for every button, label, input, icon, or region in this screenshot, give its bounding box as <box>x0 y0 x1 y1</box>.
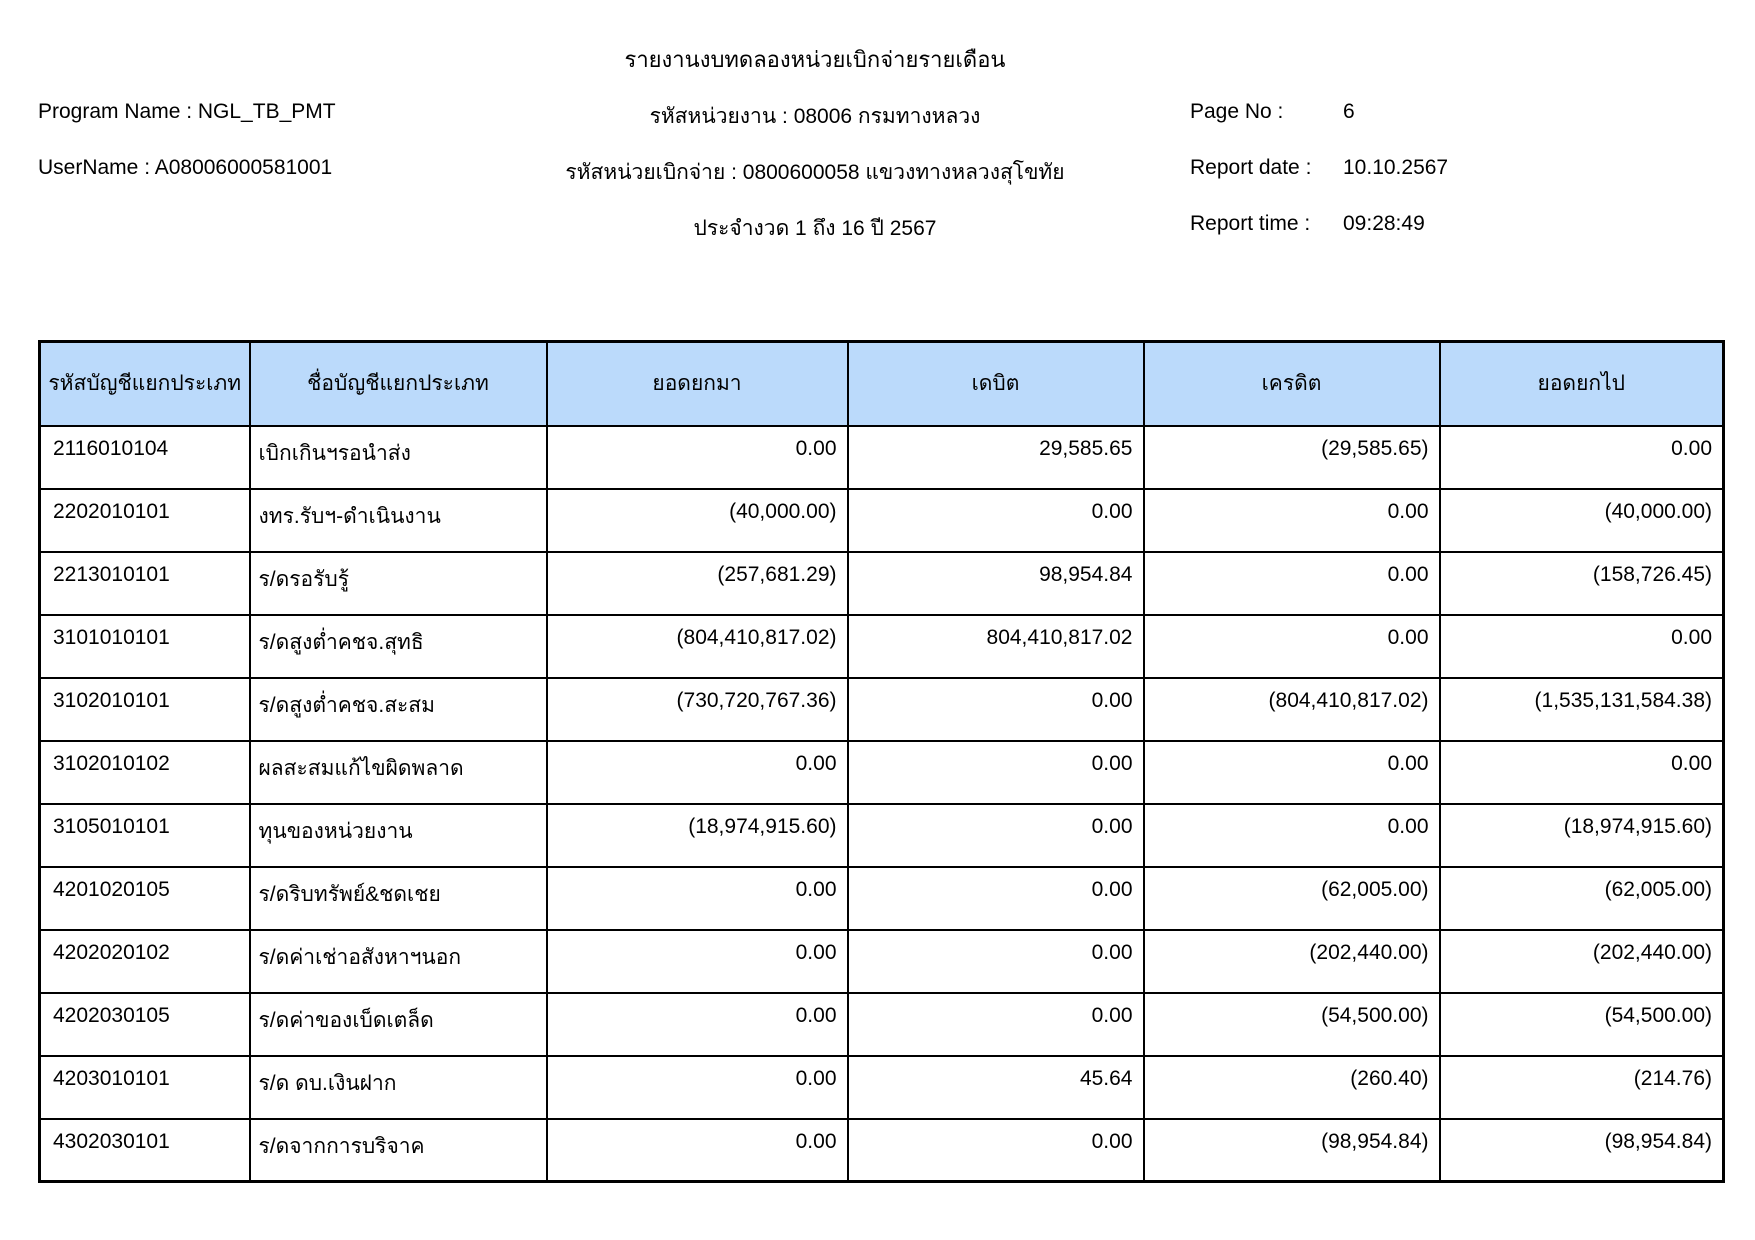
trial-balance-table <box>38 340 1725 1183</box>
cell-account-name: ทุนของหน่วยงาน <box>250 804 547 867</box>
disbursement-unit-line: รหัสหน่วยเบิกจ่าย : 0800600058 แขวงทางหลวงสุโขทัย <box>565 161 1065 184</box>
cell-balance-carried-forward: (40,000.00) <box>1440 489 1724 552</box>
cell-debit: 0.00 <box>848 741 1144 804</box>
cell-balance-carried-forward: (158,726.45) <box>1440 552 1724 615</box>
cell-balance-brought-forward: (40,000.00) <box>547 489 848 552</box>
header-account-name: ชื่อบัญชีแยกประเภท <box>250 342 547 426</box>
table-row <box>40 1119 1724 1182</box>
table-row <box>40 678 1724 741</box>
cell-credit: (804,410,817.02) <box>1144 678 1440 741</box>
header-balance-brought-forward: ยอดยกมา <box>547 342 848 426</box>
username-line: UserName : A08006000581001 <box>38 156 333 179</box>
table-row <box>40 993 1724 1056</box>
cell-balance-brought-forward: 0.00 <box>547 741 848 804</box>
table-row <box>40 930 1724 993</box>
table-row <box>40 741 1724 804</box>
cell-balance-brought-forward: (804,410,817.02) <box>547 615 848 678</box>
cell-debit: 0.00 <box>848 489 1144 552</box>
cell-balance-carried-forward: 0.00 <box>1440 426 1724 489</box>
cell-credit: 0.00 <box>1144 615 1440 678</box>
cell-balance-brought-forward: 0.00 <box>547 1056 848 1119</box>
cell-debit: 0.00 <box>848 804 1144 867</box>
cell-debit: 0.00 <box>848 993 1144 1056</box>
cell-credit: (29,585.65) <box>1144 426 1440 489</box>
table-row <box>40 867 1724 930</box>
cell-account-name: เบิกเกินฯรอนำส่ง <box>250 426 547 489</box>
cell-credit: (202,440.00) <box>1144 930 1440 993</box>
cell-balance-carried-forward: 0.00 <box>1440 615 1724 678</box>
table-header-row <box>40 342 1724 426</box>
cell-account-code: 3101010101 <box>40 615 250 678</box>
cell-account-code: 3102010102 <box>40 741 250 804</box>
cell-account-code: 4302030101 <box>40 1119 250 1182</box>
header-debit: เดบิต <box>848 342 1144 426</box>
cell-balance-carried-forward: (1,535,131,584.38) <box>1440 678 1724 741</box>
cell-account-name: ร/ดรอรับรู้ <box>250 552 547 615</box>
cell-credit: 0.00 <box>1144 741 1440 804</box>
cell-credit: 0.00 <box>1144 552 1440 615</box>
cell-account-code: 2213010101 <box>40 552 250 615</box>
cell-account-name: ร/ดสูงต่ำคชจ.สะสม <box>250 678 547 741</box>
cell-balance-brought-forward: (257,681.29) <box>547 552 848 615</box>
cell-account-code: 3105010101 <box>40 804 250 867</box>
table-body <box>40 426 1724 1182</box>
cell-balance-brought-forward: 0.00 <box>547 426 848 489</box>
header-credit: เครดิต <box>1144 342 1440 426</box>
cell-credit: (98,954.84) <box>1144 1119 1440 1182</box>
cell-balance-carried-forward: (202,440.00) <box>1440 930 1724 993</box>
report-date-label: Report date : <box>1190 156 1312 179</box>
cell-account-name: ร/ด ดบ.เงินฝาก <box>250 1056 547 1119</box>
cell-account-code: 4202020102 <box>40 930 250 993</box>
page-no-value: 6 <box>1343 100 1355 123</box>
cell-debit: 98,954.84 <box>848 552 1144 615</box>
cell-account-name: ผลสะสมแก้ไขผิดพลาด <box>250 741 547 804</box>
cell-debit: 0.00 <box>848 1119 1144 1182</box>
report-time-value: 09:28:49 <box>1343 212 1425 235</box>
cell-credit: (260.40) <box>1144 1056 1440 1119</box>
report-time-label: Report time : <box>1190 212 1311 235</box>
period-line: ประจำงวด 1 ถึง 16 ปี 2567 <box>693 217 937 240</box>
cell-account-code: 2202010101 <box>40 489 250 552</box>
cell-account-code: 3102010101 <box>40 678 250 741</box>
cell-account-name: งทร.รับฯ-ดำเนินงาน <box>250 489 547 552</box>
cell-balance-brought-forward: 0.00 <box>547 1119 848 1182</box>
cell-account-name: ร/ดจากการบริจาค <box>250 1119 547 1182</box>
cell-credit: 0.00 <box>1144 804 1440 867</box>
cell-credit: 0.00 <box>1144 489 1440 552</box>
trial-balance-table-wrapper <box>38 340 1725 1183</box>
program-name-line: Program Name : NGL_TB_PMT <box>38 100 336 123</box>
cell-balance-carried-forward: 0.00 <box>1440 741 1724 804</box>
cell-credit: (54,500.00) <box>1144 993 1440 1056</box>
cell-debit: 0.00 <box>848 930 1144 993</box>
cell-debit: 804,410,817.02 <box>848 615 1144 678</box>
cell-balance-brought-forward: 0.00 <box>547 993 848 1056</box>
table-row <box>40 615 1724 678</box>
cell-balance-carried-forward: (54,500.00) <box>1440 993 1724 1056</box>
cell-debit: 29,585.65 <box>848 426 1144 489</box>
cell-balance-brought-forward: 0.00 <box>547 867 848 930</box>
cell-account-name: ร/ดค่าของเบ็ดเตล็ด <box>250 993 547 1056</box>
cell-account-code: 4201020105 <box>40 867 250 930</box>
cell-balance-carried-forward: (98,954.84) <box>1440 1119 1724 1182</box>
cell-account-code: 2116010104 <box>40 426 250 489</box>
cell-balance-carried-forward: (62,005.00) <box>1440 867 1724 930</box>
report-date-value: 10.10.2567 <box>1343 156 1449 179</box>
cell-balance-carried-forward: (214.76) <box>1440 1056 1724 1119</box>
page-title: รายงานงบทดลองหน่วยเบิกจ่ายรายเดือน <box>624 47 1006 72</box>
cell-account-name: ร/ดค่าเช่าอสังหาฯนอก <box>250 930 547 993</box>
cell-balance-carried-forward: (18,974,915.60) <box>1440 804 1724 867</box>
cell-credit: (62,005.00) <box>1144 867 1440 930</box>
header-account-code: รหัสบัญชีแยกประเภท <box>40 342 250 426</box>
header-balance-carried-forward: ยอดยกไป <box>1440 342 1724 426</box>
agency-code-line: รหัสหน่วยงาน : 08006 กรมทางหลวง <box>649 105 981 128</box>
table-row <box>40 426 1724 489</box>
table-row <box>40 489 1724 552</box>
table-row <box>40 1056 1724 1119</box>
cell-account-name: ร/ดริบทรัพย์&ชดเชย <box>250 867 547 930</box>
cell-balance-brought-forward: (730,720,767.36) <box>547 678 848 741</box>
cell-account-code: 4203010101 <box>40 1056 250 1119</box>
cell-balance-brought-forward: 0.00 <box>547 930 848 993</box>
table-row <box>40 552 1724 615</box>
cell-debit: 45.64 <box>848 1056 1144 1119</box>
table-row <box>40 804 1724 867</box>
cell-account-code: 4202030105 <box>40 993 250 1056</box>
cell-debit: 0.00 <box>848 867 1144 930</box>
cell-balance-brought-forward: (18,974,915.60) <box>547 804 848 867</box>
page-no-label: Page No : <box>1190 100 1284 123</box>
cell-debit: 0.00 <box>848 678 1144 741</box>
cell-account-name: ร/ดสูงต่ำคชจ.สุทธิ <box>250 615 547 678</box>
